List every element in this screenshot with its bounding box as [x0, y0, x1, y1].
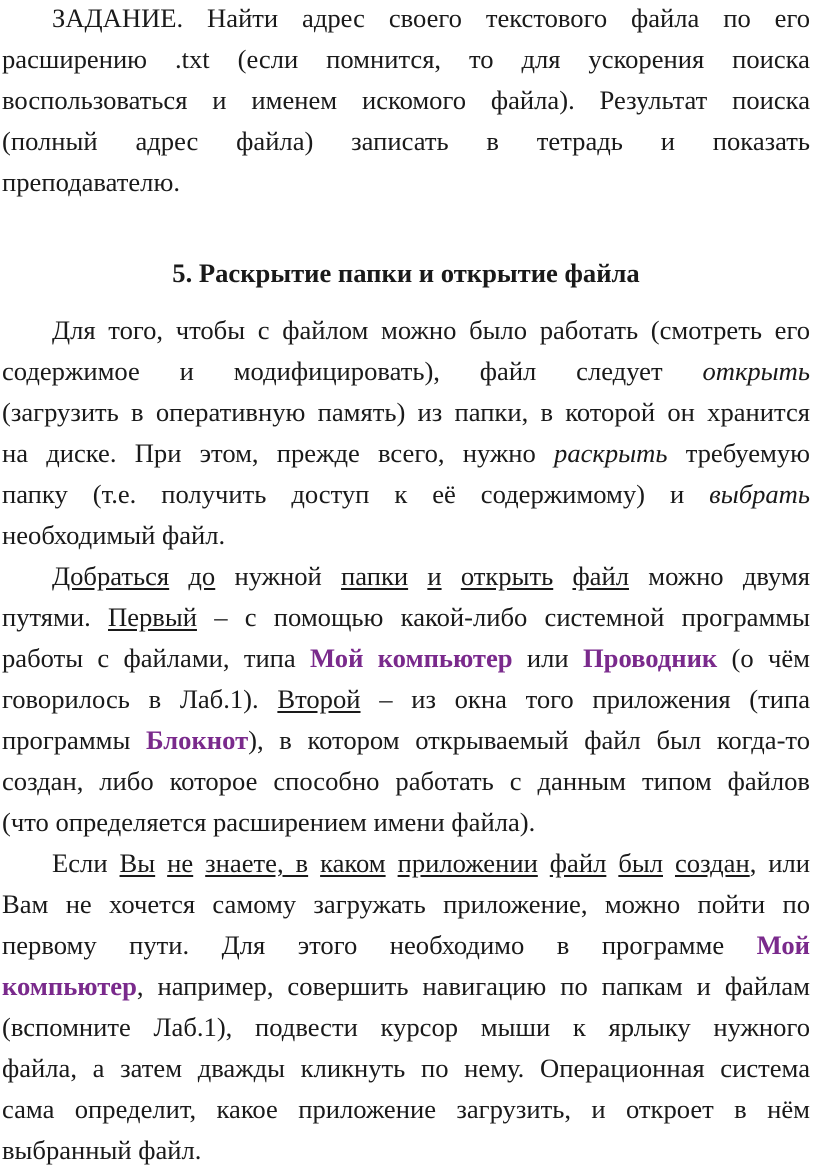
para2-text: нужной — [234, 561, 322, 591]
underlined-word: папки — [341, 561, 409, 591]
para1-line-3: (загрузить в оперативную память) из папки, в которой он хранится — [2, 397, 810, 427]
emphasis-open: открыть — [702, 356, 810, 386]
task-line-1: ЗАДАНИЕ. Найти адрес своего текстового файла по его — [52, 3, 810, 33]
underlined-word: до — [188, 561, 216, 591]
para3-text: , например, совершить навигацию по папкам и файлам — [136, 971, 810, 1001]
para2-line-7: (что определяется расширением имени файла). — [2, 807, 536, 837]
para3-line-4 — [2, 966, 810, 1007]
underlined-word: был — [618, 848, 663, 878]
para3-line-7: сама определит, какое приложение загрузить, и откроет в нём — [2, 1094, 810, 1124]
underlined-word: не — [167, 848, 194, 878]
underlined-word: и — [427, 561, 442, 591]
para1-line-5 — [2, 474, 810, 515]
para2-text: (о чём — [731, 643, 810, 673]
underlined-word: открыть — [460, 561, 554, 591]
underlined-word: знаете, в — [205, 848, 309, 878]
underlined-word: приложении — [397, 848, 538, 878]
para2-text: путями. — [2, 602, 91, 632]
para3-line-5: (вспомните Лаб.1), подвести курсор мыши к ярлыку нужного — [2, 1012, 810, 1042]
para3-text: первому пути. Для этого необходимо в программе — [2, 930, 725, 960]
para2-text: – из окна того приложения (типа — [379, 684, 810, 714]
emphasis-expand: раскрыть — [554, 438, 668, 468]
para3-line-3 — [2, 925, 810, 966]
para2-text: работы с файлами, типа — [2, 643, 296, 673]
para2-line-1 — [52, 556, 810, 597]
underlined-word: файл — [572, 561, 629, 591]
para3-line-8: выбранный файл. — [2, 1135, 202, 1165]
para1-text: папку (т.е. получить доступ к её содержимому) и — [2, 479, 685, 509]
para3-line-1 — [52, 843, 810, 884]
para1-text: содержимое и модифицировать), файл следует — [2, 356, 663, 386]
underlined-word: Вы — [119, 848, 156, 878]
para2-text: или — [526, 643, 569, 673]
task-line-2: расширению .txt (если помнится, то для ускорения поиска — [2, 44, 810, 74]
keyword-notepad: Блокнот — [146, 725, 249, 755]
keyword-my-computer: Мой компьютер — [310, 643, 513, 673]
task-line-4: (полный адрес файла) записать в тетрадь и показать — [2, 126, 810, 156]
para1-text: на диске. При этом, прежде всего, нужно — [2, 438, 536, 468]
para2-text: можно двумя — [648, 561, 811, 591]
para2-text: говорилось в Лаб.1). — [2, 684, 259, 714]
para3-text: Если — [52, 848, 108, 878]
para1-text: требуемую — [685, 438, 810, 468]
para2-text: – с помощью какой-либо системной программы — [214, 602, 810, 632]
section-heading: 5. Раскрытие папки и открытие файла — [172, 258, 640, 288]
underlined-word: Первый — [108, 602, 197, 632]
underlined-word: каком — [320, 848, 386, 878]
para1-line-2 — [2, 351, 810, 392]
para2-line-5 — [2, 720, 810, 761]
para2-text: ), в котором открываемый файл был когда-то — [248, 725, 810, 755]
underlined-word: создан — [674, 848, 750, 878]
underlined-word: Добраться — [52, 561, 170, 591]
keyword-my: Мой — [756, 930, 810, 960]
task-line-5: преподавателю. — [2, 167, 180, 197]
para2-text: программы — [2, 725, 131, 755]
keyword-computer: компьютер — [2, 971, 137, 1001]
para1-line-6: необходимый файл. — [2, 520, 226, 550]
underlined-word: файл — [549, 848, 607, 878]
task-line-3: воспользоваться и именем искомого файла). Результат поиска — [2, 85, 810, 115]
para3-text: , или — [749, 848, 811, 878]
para2-line-3 — [2, 638, 810, 679]
para2-line-4 — [2, 679, 810, 720]
para2-line-2 — [2, 597, 810, 638]
para3-line-2: Вам не хочется самому загружать приложение, можно пойти по — [2, 889, 810, 919]
keyword-explorer: Проводник — [582, 643, 718, 673]
para1-line-4 — [2, 433, 810, 474]
para2-line-6: создан, либо которое способно работать с данным типом файлов — [2, 766, 810, 796]
para3-line-6: файла, а затем дважды кликнуть по нему. Операционная система — [2, 1053, 810, 1083]
underlined-word: Второй — [277, 684, 361, 714]
para1-line-1: Для того, чтобы с файлом можно было работать (смотреть его — [52, 315, 810, 345]
emphasis-select: выбрать — [709, 479, 810, 509]
